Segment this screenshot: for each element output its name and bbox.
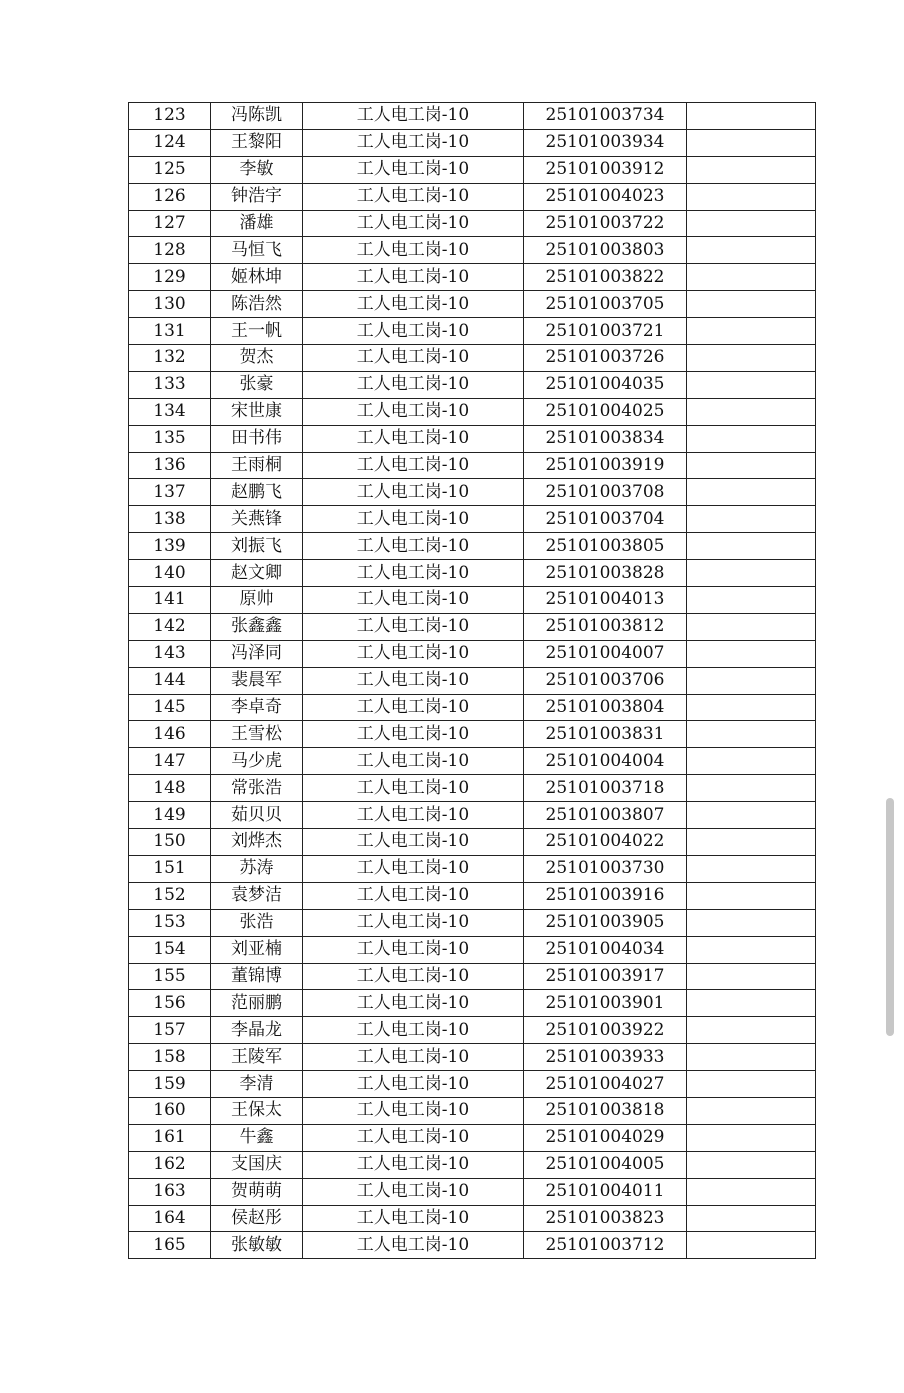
exam-id-cell: 25101003822 xyxy=(524,264,687,291)
exam-id-cell: 25101004029 xyxy=(524,1124,687,1151)
post-cell: 工人电工岗-10 xyxy=(303,613,524,640)
note-cell xyxy=(687,479,816,506)
note-cell xyxy=(687,909,816,936)
row-number-cell: 146 xyxy=(129,721,211,748)
row-number-cell: 131 xyxy=(129,318,211,345)
exam-id-cell: 25101003705 xyxy=(524,291,687,318)
note-cell xyxy=(687,425,816,452)
post-cell: 工人电工岗-10 xyxy=(303,855,524,882)
post-cell: 工人电工岗-10 xyxy=(303,398,524,425)
row-number-cell: 164 xyxy=(129,1205,211,1232)
name-cell: 王雪松 xyxy=(211,721,303,748)
post-cell: 工人电工岗-10 xyxy=(303,129,524,156)
name-cell: 姬林坤 xyxy=(211,264,303,291)
name-cell: 马少虎 xyxy=(211,748,303,775)
note-cell xyxy=(687,210,816,237)
table-row xyxy=(129,237,816,264)
exam-id-cell: 25101004025 xyxy=(524,398,687,425)
exam-id-cell: 25101003804 xyxy=(524,694,687,721)
table-row xyxy=(129,371,816,398)
post-cell: 工人电工岗-10 xyxy=(303,829,524,856)
table-row xyxy=(129,1124,816,1151)
post-cell: 工人电工岗-10 xyxy=(303,103,524,130)
post-cell: 工人电工岗-10 xyxy=(303,667,524,694)
note-cell xyxy=(687,1178,816,1205)
row-number-cell: 159 xyxy=(129,1071,211,1098)
note-cell xyxy=(687,345,816,372)
post-cell: 工人电工岗-10 xyxy=(303,452,524,479)
name-cell: 常张浩 xyxy=(211,775,303,802)
note-cell xyxy=(687,533,816,560)
table-row xyxy=(129,963,816,990)
exam-id-cell: 25101003933 xyxy=(524,1044,687,1071)
row-number-cell: 145 xyxy=(129,694,211,721)
table-row xyxy=(129,1097,816,1124)
name-cell: 李清 xyxy=(211,1071,303,1098)
table-row xyxy=(129,1071,816,1098)
exam-id-cell: 25101003828 xyxy=(524,560,687,587)
post-cell: 工人电工岗-10 xyxy=(303,1097,524,1124)
name-cell: 裴晨军 xyxy=(211,667,303,694)
post-cell: 工人电工岗-10 xyxy=(303,721,524,748)
table-row xyxy=(129,613,816,640)
post-cell: 工人电工岗-10 xyxy=(303,345,524,372)
exam-id-cell: 25101004013 xyxy=(524,587,687,614)
exam-id-cell: 25101003718 xyxy=(524,775,687,802)
post-cell: 工人电工岗-10 xyxy=(303,506,524,533)
row-number-cell: 142 xyxy=(129,613,211,640)
table-row xyxy=(129,452,816,479)
exam-id-cell: 25101003922 xyxy=(524,1017,687,1044)
row-number-cell: 155 xyxy=(129,963,211,990)
name-cell: 李晶龙 xyxy=(211,1017,303,1044)
name-cell: 潘雄 xyxy=(211,210,303,237)
exam-id-cell: 25101003934 xyxy=(524,129,687,156)
name-cell: 张敏敏 xyxy=(211,1232,303,1259)
name-cell: 王雨桐 xyxy=(211,452,303,479)
row-number-cell: 141 xyxy=(129,587,211,614)
table-row xyxy=(129,506,816,533)
table-row xyxy=(129,183,816,210)
row-number-cell: 144 xyxy=(129,667,211,694)
exam-id-cell: 25101003807 xyxy=(524,802,687,829)
name-cell: 赵文卿 xyxy=(211,560,303,587)
table-row xyxy=(129,640,816,667)
exam-id-cell: 25101003805 xyxy=(524,533,687,560)
row-number-cell: 133 xyxy=(129,371,211,398)
table-row xyxy=(129,829,816,856)
roster-table xyxy=(128,102,816,1259)
post-cell: 工人电工岗-10 xyxy=(303,1071,524,1098)
post-cell: 工人电工岗-10 xyxy=(303,1232,524,1259)
row-number-cell: 152 xyxy=(129,882,211,909)
note-cell xyxy=(687,748,816,775)
table-row xyxy=(129,936,816,963)
note-cell xyxy=(687,990,816,1017)
note-cell xyxy=(687,936,816,963)
post-cell: 工人电工岗-10 xyxy=(303,1178,524,1205)
table-row xyxy=(129,103,816,130)
name-cell: 张浩 xyxy=(211,909,303,936)
note-cell xyxy=(687,318,816,345)
note-cell xyxy=(687,398,816,425)
table-row xyxy=(129,721,816,748)
post-cell: 工人电工岗-10 xyxy=(303,1151,524,1178)
row-number-cell: 125 xyxy=(129,156,211,183)
name-cell: 陈浩然 xyxy=(211,291,303,318)
exam-id-cell: 25101003823 xyxy=(524,1205,687,1232)
row-number-cell: 158 xyxy=(129,1044,211,1071)
note-cell xyxy=(687,291,816,318)
post-cell: 工人电工岗-10 xyxy=(303,963,524,990)
name-cell: 李敏 xyxy=(211,156,303,183)
note-cell xyxy=(687,452,816,479)
exam-id-cell: 25101003726 xyxy=(524,345,687,372)
name-cell: 冯泽同 xyxy=(211,640,303,667)
exam-id-cell: 25101004005 xyxy=(524,1151,687,1178)
table-row xyxy=(129,775,816,802)
note-cell xyxy=(687,506,816,533)
name-cell: 李卓奇 xyxy=(211,694,303,721)
note-cell xyxy=(687,560,816,587)
row-number-cell: 156 xyxy=(129,990,211,1017)
name-cell: 袁梦洁 xyxy=(211,882,303,909)
row-number-cell: 136 xyxy=(129,452,211,479)
note-cell xyxy=(687,1232,816,1259)
note-cell xyxy=(687,264,816,291)
table-row xyxy=(129,210,816,237)
row-number-cell: 129 xyxy=(129,264,211,291)
note-cell xyxy=(687,1151,816,1178)
post-cell: 工人电工岗-10 xyxy=(303,909,524,936)
exam-id-cell: 25101003706 xyxy=(524,667,687,694)
exam-id-cell: 25101003905 xyxy=(524,909,687,936)
name-cell: 田书伟 xyxy=(211,425,303,452)
name-cell: 刘烨杰 xyxy=(211,829,303,856)
table-row xyxy=(129,667,816,694)
name-cell: 贺杰 xyxy=(211,345,303,372)
row-number-cell: 137 xyxy=(129,479,211,506)
exam-id-cell: 25101003912 xyxy=(524,156,687,183)
post-cell: 工人电工岗-10 xyxy=(303,775,524,802)
name-cell: 支国庆 xyxy=(211,1151,303,1178)
exam-id-cell: 25101003812 xyxy=(524,613,687,640)
row-number-cell: 135 xyxy=(129,425,211,452)
note-cell xyxy=(687,156,816,183)
name-cell: 王一帆 xyxy=(211,318,303,345)
name-cell: 苏涛 xyxy=(211,855,303,882)
table-row xyxy=(129,560,816,587)
row-number-cell: 162 xyxy=(129,1151,211,1178)
name-cell: 茹贝贝 xyxy=(211,802,303,829)
post-cell: 工人电工岗-10 xyxy=(303,156,524,183)
note-cell xyxy=(687,103,816,130)
note-cell xyxy=(687,963,816,990)
exam-id-cell: 25101004004 xyxy=(524,748,687,775)
exam-id-cell: 25101003708 xyxy=(524,479,687,506)
note-cell xyxy=(687,1124,816,1151)
name-cell: 钟浩宇 xyxy=(211,183,303,210)
row-number-cell: 153 xyxy=(129,909,211,936)
name-cell: 刘振飞 xyxy=(211,533,303,560)
row-number-cell: 132 xyxy=(129,345,211,372)
note-cell xyxy=(687,129,816,156)
exam-id-cell: 25101004011 xyxy=(524,1178,687,1205)
table-row xyxy=(129,425,816,452)
vertical-scrollbar[interactable] xyxy=(886,798,894,1036)
row-number-cell: 151 xyxy=(129,855,211,882)
post-cell: 工人电工岗-10 xyxy=(303,183,524,210)
table-row xyxy=(129,694,816,721)
note-cell xyxy=(687,855,816,882)
row-number-cell: 163 xyxy=(129,1178,211,1205)
note-cell xyxy=(687,1097,816,1124)
note-cell xyxy=(687,882,816,909)
exam-id-cell: 25101003721 xyxy=(524,318,687,345)
name-cell: 关燕锋 xyxy=(211,506,303,533)
table-row xyxy=(129,398,816,425)
table-row xyxy=(129,479,816,506)
table-row xyxy=(129,882,816,909)
row-number-cell: 147 xyxy=(129,748,211,775)
row-number-cell: 138 xyxy=(129,506,211,533)
note-cell xyxy=(687,183,816,210)
post-cell: 工人电工岗-10 xyxy=(303,640,524,667)
row-number-cell: 161 xyxy=(129,1124,211,1151)
table-row xyxy=(129,748,816,775)
name-cell: 范丽鹏 xyxy=(211,990,303,1017)
post-cell: 工人电工岗-10 xyxy=(303,587,524,614)
row-number-cell: 150 xyxy=(129,829,211,856)
post-cell: 工人电工岗-10 xyxy=(303,1205,524,1232)
name-cell: 张鑫鑫 xyxy=(211,613,303,640)
note-cell xyxy=(687,1205,816,1232)
note-cell xyxy=(687,1044,816,1071)
name-cell: 冯陈凯 xyxy=(211,103,303,130)
row-number-cell: 134 xyxy=(129,398,211,425)
name-cell: 张豪 xyxy=(211,371,303,398)
row-number-cell: 148 xyxy=(129,775,211,802)
exam-id-cell: 25101003901 xyxy=(524,990,687,1017)
row-number-cell: 128 xyxy=(129,237,211,264)
post-cell: 工人电工岗-10 xyxy=(303,802,524,829)
row-number-cell: 130 xyxy=(129,291,211,318)
post-cell: 工人电工岗-10 xyxy=(303,990,524,1017)
post-cell: 工人电工岗-10 xyxy=(303,318,524,345)
exam-id-cell: 25101003919 xyxy=(524,452,687,479)
post-cell: 工人电工岗-10 xyxy=(303,533,524,560)
table-row xyxy=(129,318,816,345)
exam-id-cell: 25101004034 xyxy=(524,936,687,963)
table-row xyxy=(129,1151,816,1178)
post-cell: 工人电工岗-10 xyxy=(303,560,524,587)
row-number-cell: 139 xyxy=(129,533,211,560)
post-cell: 工人电工岗-10 xyxy=(303,748,524,775)
name-cell: 赵鹏飞 xyxy=(211,479,303,506)
post-cell: 工人电工岗-10 xyxy=(303,694,524,721)
name-cell: 王保太 xyxy=(211,1097,303,1124)
exam-id-cell: 25101003704 xyxy=(524,506,687,533)
note-cell xyxy=(687,775,816,802)
post-cell: 工人电工岗-10 xyxy=(303,210,524,237)
post-cell: 工人电工岗-10 xyxy=(303,936,524,963)
name-cell: 侯赵彤 xyxy=(211,1205,303,1232)
post-cell: 工人电工岗-10 xyxy=(303,371,524,398)
roster-table-body xyxy=(129,103,816,1259)
exam-id-cell: 25101003712 xyxy=(524,1232,687,1259)
name-cell: 王陵军 xyxy=(211,1044,303,1071)
note-cell xyxy=(687,613,816,640)
row-number-cell: 165 xyxy=(129,1232,211,1259)
table-row xyxy=(129,990,816,1017)
row-number-cell: 154 xyxy=(129,936,211,963)
table-row xyxy=(129,1178,816,1205)
note-cell xyxy=(687,371,816,398)
row-number-cell: 124 xyxy=(129,129,211,156)
exam-id-cell: 25101004035 xyxy=(524,371,687,398)
post-cell: 工人电工岗-10 xyxy=(303,1017,524,1044)
exam-id-cell: 25101004022 xyxy=(524,829,687,856)
note-cell xyxy=(687,237,816,264)
exam-id-cell: 25101003803 xyxy=(524,237,687,264)
table-row xyxy=(129,802,816,829)
row-number-cell: 149 xyxy=(129,802,211,829)
exam-id-cell: 25101003834 xyxy=(524,425,687,452)
table-row xyxy=(129,264,816,291)
post-cell: 工人电工岗-10 xyxy=(303,882,524,909)
exam-id-cell: 25101004027 xyxy=(524,1071,687,1098)
note-cell xyxy=(687,802,816,829)
post-cell: 工人电工岗-10 xyxy=(303,291,524,318)
note-cell xyxy=(687,587,816,614)
table-row xyxy=(129,533,816,560)
note-cell xyxy=(687,721,816,748)
post-cell: 工人电工岗-10 xyxy=(303,425,524,452)
note-cell xyxy=(687,640,816,667)
table-row xyxy=(129,156,816,183)
table-row xyxy=(129,129,816,156)
row-number-cell: 140 xyxy=(129,560,211,587)
row-number-cell: 127 xyxy=(129,210,211,237)
table-row xyxy=(129,909,816,936)
exam-id-cell: 25101003730 xyxy=(524,855,687,882)
post-cell: 工人电工岗-10 xyxy=(303,237,524,264)
name-cell: 牛鑫 xyxy=(211,1124,303,1151)
exam-id-cell: 25101004023 xyxy=(524,183,687,210)
exam-id-cell: 25101003818 xyxy=(524,1097,687,1124)
exam-id-cell: 25101003831 xyxy=(524,721,687,748)
table-row xyxy=(129,345,816,372)
row-number-cell: 160 xyxy=(129,1097,211,1124)
note-cell xyxy=(687,694,816,721)
exam-id-cell: 25101003722 xyxy=(524,210,687,237)
post-cell: 工人电工岗-10 xyxy=(303,264,524,291)
name-cell: 贺萌萌 xyxy=(211,1178,303,1205)
name-cell: 马恒飞 xyxy=(211,237,303,264)
note-cell xyxy=(687,667,816,694)
name-cell: 董锦博 xyxy=(211,963,303,990)
note-cell xyxy=(687,829,816,856)
table-row xyxy=(129,291,816,318)
exam-id-cell: 25101003734 xyxy=(524,103,687,130)
table-row xyxy=(129,1232,816,1259)
row-number-cell: 126 xyxy=(129,183,211,210)
exam-id-cell: 25101004007 xyxy=(524,640,687,667)
post-cell: 工人电工岗-10 xyxy=(303,479,524,506)
row-number-cell: 143 xyxy=(129,640,211,667)
row-number-cell: 123 xyxy=(129,103,211,130)
name-cell: 原帅 xyxy=(211,587,303,614)
table-row xyxy=(129,1205,816,1232)
table-row xyxy=(129,855,816,882)
post-cell: 工人电工岗-10 xyxy=(303,1124,524,1151)
post-cell: 工人电工岗-10 xyxy=(303,1044,524,1071)
name-cell: 宋世康 xyxy=(211,398,303,425)
exam-id-cell: 25101003917 xyxy=(524,963,687,990)
note-cell xyxy=(687,1071,816,1098)
table-row xyxy=(129,587,816,614)
table-row xyxy=(129,1044,816,1071)
name-cell: 刘亚楠 xyxy=(211,936,303,963)
note-cell xyxy=(687,1017,816,1044)
table-row xyxy=(129,1017,816,1044)
name-cell: 王黎阳 xyxy=(211,129,303,156)
exam-id-cell: 25101003916 xyxy=(524,882,687,909)
row-number-cell: 157 xyxy=(129,1017,211,1044)
